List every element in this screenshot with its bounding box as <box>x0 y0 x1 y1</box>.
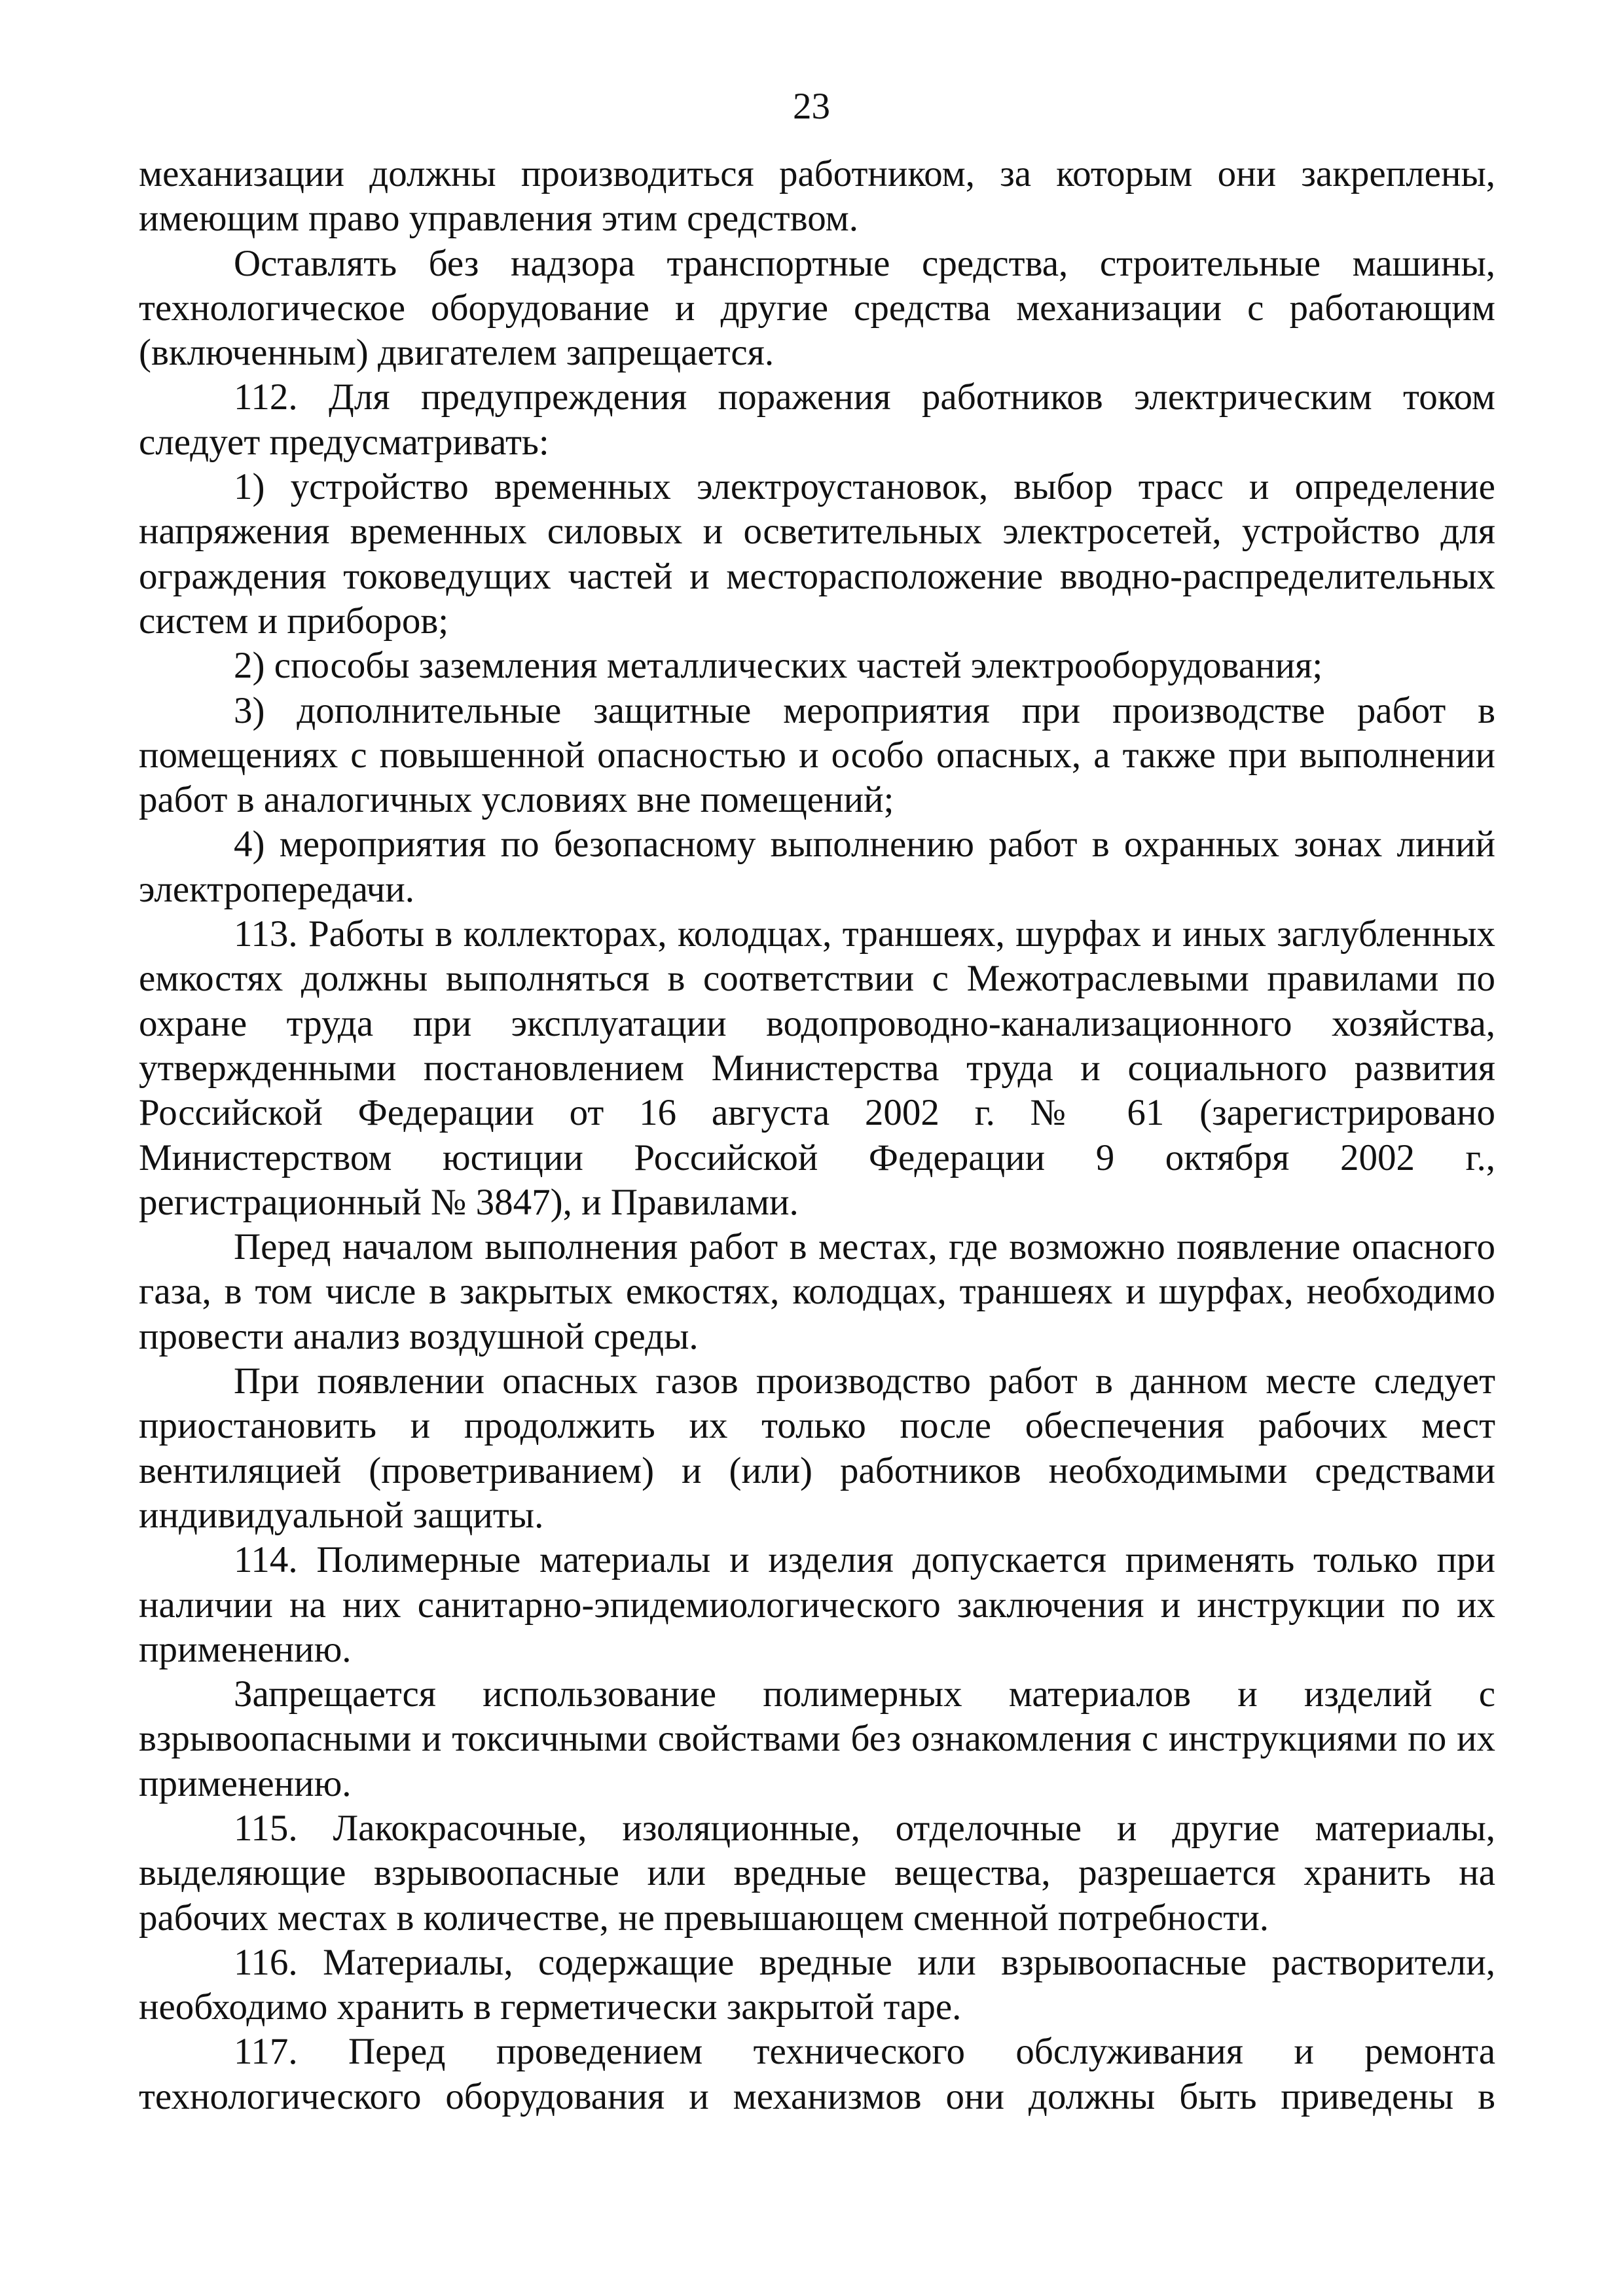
paragraph-item-117: 117. Перед проведением технического обслуживания и ремонта технологического оборудования и механизмов они должны быть приведены в <box>139 2031 1495 2117</box>
paragraph-continuation: механизации должны производиться работником, за которым они закреплены, имеющим право управления этим средством. <box>139 153 1495 240</box>
paragraph: Перед началом выполнения работ в местах, где возможно появление опасного газа, в том числе в закрытых емкостях, колодцах, траншеях и шурфах, необходимо провести анализ воздушной среды. <box>139 1226 1495 1357</box>
list-item-4: 4) мероприятия по безопасному выполнению работ в охранных зонах линий электропередачи. <box>139 824 1495 910</box>
paragraph: Оставлять без надзора транспортные средства, строительные машины, технологическое оборудование и другие средства механизации с работающим (включенным) двигателем запрещается. <box>139 242 1495 374</box>
paragraph-item-116: 116. Материалы, содержащие вредные или взрывоопасные растворители, необходимо хранить в герметически закрытой таре. <box>139 1941 1495 2028</box>
page-number: 23 <box>793 86 830 127</box>
paragraph-item-114: 114. Полимерные материалы и изделия допускается применять только при наличии на них санитарно-эпидемиологического заключения и инструкции по их применению. <box>139 1539 1495 1670</box>
paragraph: При появлении опасных газов производство работ в данном месте следует приостановить и продолжить их только после обеспечения рабочих мест вентиляцией (проветриванием) и (или) работников необходимыми средствами индивидуальной защиты. <box>139 1360 1495 1536</box>
paragraph: Запрещается использование полимерных материалов и изделий с взрывоопасными и токсичными свойствами без ознакомления с инструкциями по их применению. <box>139 1673 1495 1804</box>
list-item-3: 3) дополнительные защитные мероприятия при производстве работ в помещениях с повышенной опасностью и особо опасных, а также при выполнении работ в аналогичных условиях вне помещений; <box>139 689 1495 821</box>
paragraph-item-115: 115. Лакокрасочные, изоляционные, отделочные и другие материалы, выделяющие взрывоопасные или вредные вещества, разрешается хранить на рабочих местах в количестве, не превышающем сменной потребности. <box>139 1807 1495 1939</box>
paragraph-item-113: 113. Работы в коллекторах, колодцах, траншеях, шурфах и иных заглубленных емкостях должны выполняться в соответствии с Межотраслевыми правилами по охране труда при эксплуатации водопроводно-канализационного хозяйства, утвержденными постановлением Министерства труда и социального развития Российской Федерации от 16 августа 2002 г. № 61 (зарегистрировано Министерством юстиции Российской Федерации 9 октября 2002 г., регистрационный № 3847), и Правилами. <box>139 913 1495 1223</box>
list-item-1: 1) устройство временных электроустановок, выбор трасс и определение напряжения временных силовых и осветительных электросетей, устройство для ограждения токоведущих частей и месторасположение вводно-распределительных систем и приборов; <box>139 466 1495 642</box>
document-body <box>139 152 1495 2119</box>
list-item-2: 2) способы заземления металлических частей электрооборудования; <box>234 645 1323 687</box>
paragraph-item-112: 112. Для предупреждения поражения работников электрическим током следует предусматривать: <box>139 376 1495 463</box>
